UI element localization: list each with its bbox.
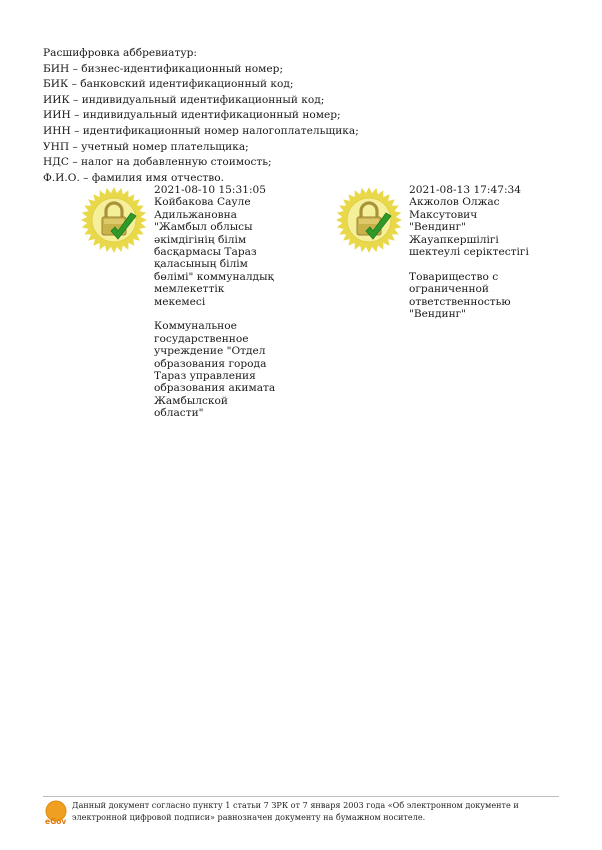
abbreviation-item: БИК – банковский идентификационный код; bbox=[43, 78, 294, 91]
org-ru-line: Жамбылской bbox=[154, 394, 228, 407]
abbreviation-item: БИН – бизнес-идентификационный номер; bbox=[43, 62, 284, 75]
org-ru-line: учреждение "Отдел bbox=[154, 345, 266, 358]
signature-seal-icon bbox=[78, 184, 150, 256]
org-ru-line: ответственностью bbox=[409, 295, 511, 308]
org-kz-line: бөлімі" коммуналдық bbox=[154, 270, 274, 283]
org-kz-line: мемлекеттік bbox=[154, 283, 225, 296]
signer-name: Койбакова Сауле bbox=[154, 196, 251, 209]
org-kz-line: Жауапкершілігі bbox=[409, 233, 499, 246]
signature-seal-icon bbox=[333, 184, 405, 256]
abbreviation-item: ИИН – индивидуальный идентификационный номер; bbox=[43, 109, 341, 122]
org-ru-line: образования акимата bbox=[154, 382, 276, 395]
abbreviation-item: ИНН – идентификационный номер налогоплательщика; bbox=[43, 124, 359, 137]
org-ru-line: образования города bbox=[154, 357, 267, 370]
abbreviations-block bbox=[43, 46, 359, 186]
org-kz-line: қаласының білім bbox=[154, 258, 248, 271]
spacer bbox=[409, 258, 533, 270]
org-kz-line: басқармасы Тараз bbox=[154, 246, 257, 259]
org-ru-line: Коммунальное bbox=[154, 320, 237, 333]
org-kz-line: мекемесі bbox=[154, 295, 206, 308]
signer-name: Максутович bbox=[409, 208, 478, 221]
org-ru-line: ограниченной bbox=[409, 283, 489, 296]
abbreviation-item: Ф.И.О. – фамилия имя отчество. bbox=[43, 171, 224, 184]
egov-logo-text: eGov bbox=[45, 817, 67, 826]
signature-datetime: 2021-08-13 17:47:34 bbox=[409, 184, 522, 196]
org-ru-line: "Вендинг" bbox=[409, 308, 467, 321]
org-ru-line: области" bbox=[154, 407, 204, 420]
footer-legal-text: Данный документ согласно пункту 1 статьи 7 ЗРК от 7 января 2003 года «Об электронном документе и электронной цифровой подписи» равнозначен документу на бумажном носителе. bbox=[72, 800, 519, 822]
signer-name: Адильжановна bbox=[154, 208, 237, 221]
egov-logo-icon bbox=[43, 799, 73, 827]
org-ru-line: Тараз управления bbox=[154, 370, 256, 383]
signature-text-1 bbox=[154, 184, 278, 420]
abbreviation-item: ИИК – индивидуальный идентификационный код; bbox=[43, 93, 325, 106]
abbreviations-title: Расшифровка аббревиатур: bbox=[43, 47, 197, 59]
abbreviation-item: УНП – учетный номер плательщика; bbox=[43, 140, 249, 153]
signer-name: Акжолов Олжас bbox=[409, 196, 500, 209]
org-kz-line: "Вендинг" bbox=[409, 221, 467, 234]
org-ru-line: Товарищество с bbox=[409, 270, 499, 283]
footer-divider bbox=[43, 796, 559, 797]
signature-datetime: 2021-08-10 15:31:05 bbox=[154, 184, 267, 196]
abbreviation-item: НДС – налог на добавленную стоимость; bbox=[43, 156, 272, 169]
org-kz-line: шектеулі серіктестігі bbox=[409, 246, 529, 259]
signature-text-2 bbox=[409, 184, 533, 320]
org-kz-line: әкімдігінің білім bbox=[154, 233, 247, 246]
org-kz-line: "Жамбыл облысы bbox=[154, 221, 253, 234]
org-ru-line: государственное bbox=[154, 332, 249, 345]
spacer bbox=[154, 308, 278, 320]
